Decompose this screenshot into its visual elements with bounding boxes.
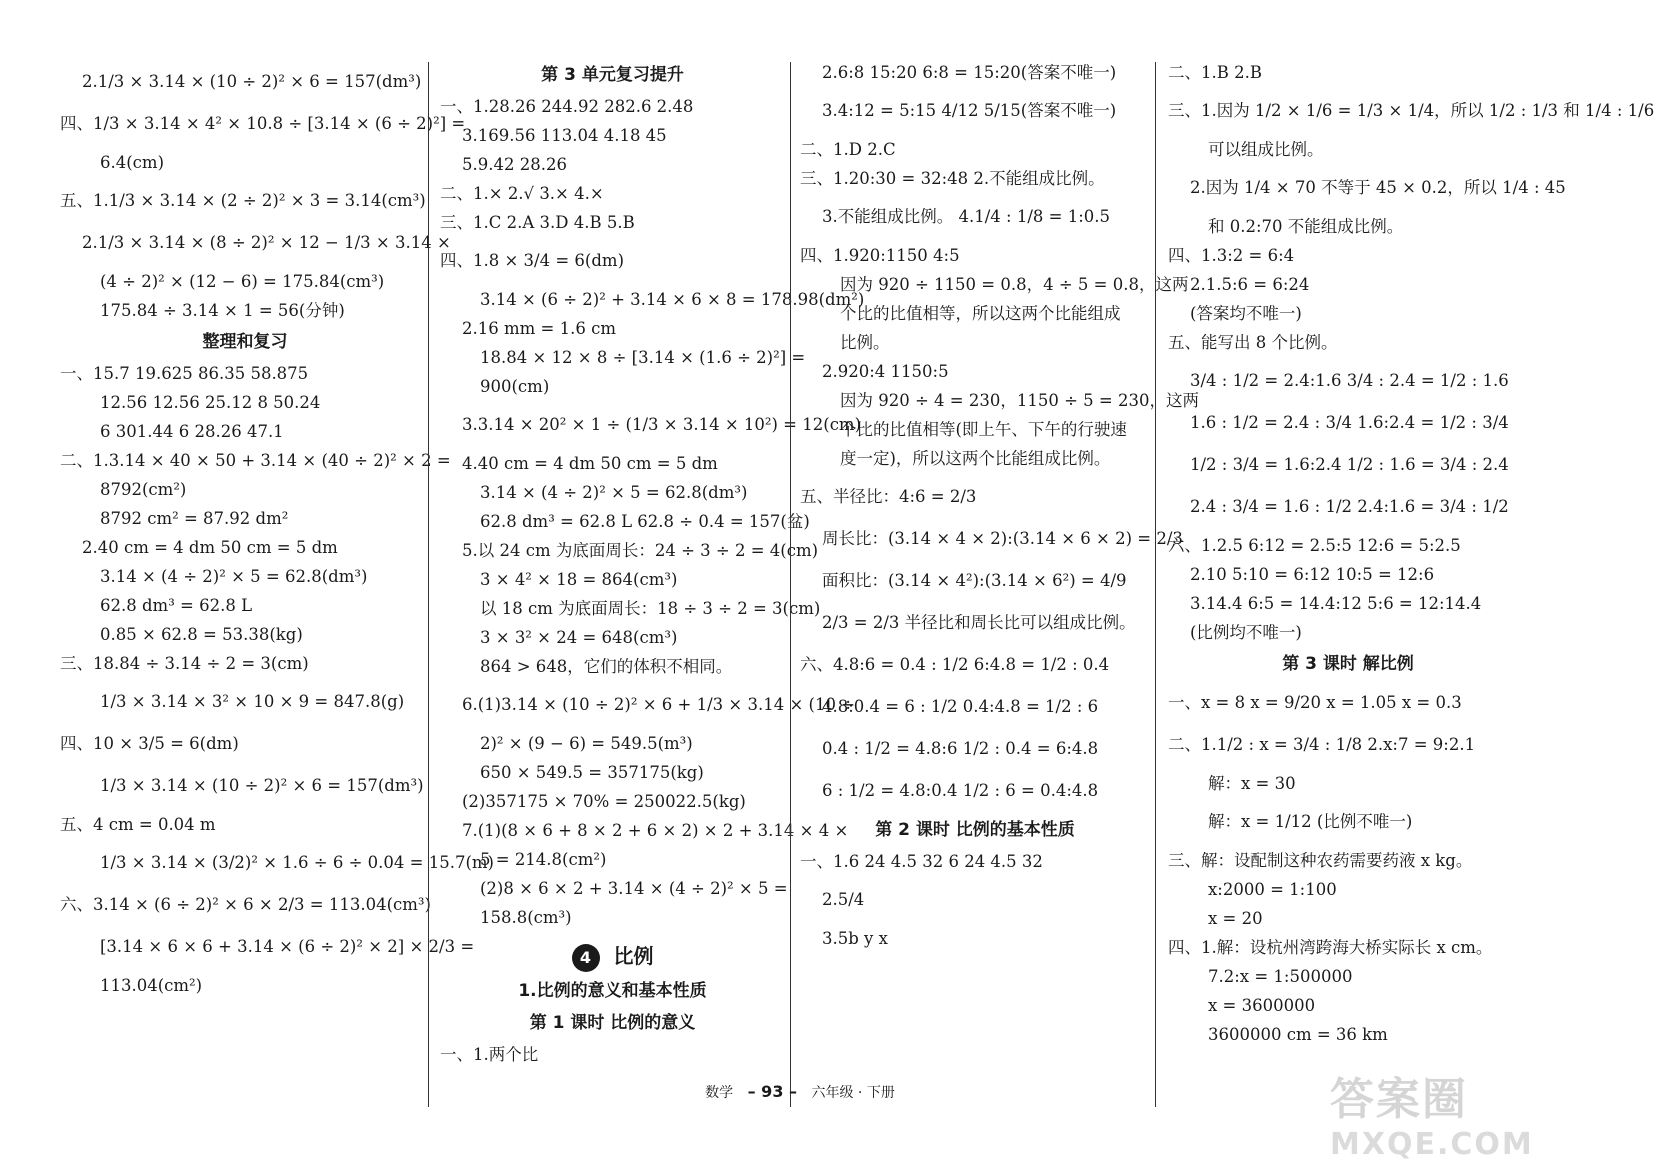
footer-subject: 数学 [705,1085,734,1101]
answer-line: 解：x = 30 [1208,774,1296,793]
answer-line: 四、1.解：设杭州湾跨海大桥实际长 x cm。 [1168,938,1493,957]
answer-line: 2.因为 1/4 × 70 不等于 45 × 0.2，所以 1/4 : 45 [1190,178,1566,197]
answer-line: 2)² × (9 − 6) = 549.5(m³) [480,734,693,753]
answer-line: (比例均不唯一) [1190,623,1302,642]
answer-line: 2.16 mm = 1.6 cm [462,319,616,338]
answer-line: 650 × 549.5 = 357175(kg) [480,763,704,782]
answer-line: 5.9.42 28.26 [462,155,567,174]
answer-line: 二、1.× 2.√ 3.× 4.× [440,184,604,203]
answer-line: 比例。 [840,333,890,352]
answer-line: 2.5/4 [822,890,865,909]
answer-line: 5.以 24 cm 为底面周长：24 ÷ 3 ÷ 2 = 4(cm) [462,541,819,560]
section-heading: 1.比例的意义和基本性质 [518,981,707,1001]
answer-line: 2.4 : 3/4 = 1.6 : 1/2 2.4:1.6 = 3/4 : 1/2 [1190,497,1509,516]
answer-line: 3.4:12 = 5:15 4/12 5/15(答案不唯一) [822,101,1117,120]
answer-line: 2.1/3 × 3.14 × (10 ÷ 2)² × 6 = 157(dm³) [82,72,422,91]
answer-line: 二、1.1/2 : x = 3/4 : 1/8 2.x:7 = 9:2.1 [1168,735,1476,754]
answer-line: 六、4.8:6 = 0.4 : 1/2 6:4.8 = 1/2 : 0.4 [800,655,1110,674]
answer-line: 1/2 : 3/4 = 1.6:2.4 1/2 : 1.6 = 3/4 : 2.4 [1190,455,1509,474]
answer-line: 3600000 cm = 36 km [1208,1025,1388,1044]
column-3 [800,58,1199,1098]
answer-line: 900(cm) [480,377,550,396]
answer-line: 1/3 × 3.14 × 3² × 10 × 9 = 847.8(g) [100,692,405,711]
answer-line: 以 18 cm 为底面周长：18 ÷ 3 ÷ 2 = 3(cm) [480,599,821,618]
answer-line: 6 : 1/2 = 4.8:0.4 1/2 : 6 = 0.4:4.8 [822,781,1099,800]
answer-line: 2.920:4 1150:5 [822,362,949,381]
section-heading: 第 3 单元复习提升 [541,65,684,85]
answer-line: 因为 920 ÷ 4 = 230，1150 ÷ 5 = 230，这两 [840,391,1199,410]
answer-line: 113.04(cm²) [100,976,203,995]
unit-heading [440,940,785,972]
answer-line: 四、1.920:1150 4:5 [800,246,960,265]
answer-line: 7.2:x = 1:500000 [1208,967,1353,986]
answer-line: 62.8 dm³ = 62.8 L 62.8 ÷ 0.4 = 157(盆) [480,512,810,531]
answer-line: 二、1.3.14 × 40 × 50 + 3.14 × (40 ÷ 2)² × 2 = [60,451,451,470]
answer-line: 面积比：(3.14 × 4²):(3.14 × 6²) = 4/9 [822,571,1127,590]
answer-line: 三、18.84 ÷ 3.14 ÷ 2 = 3(cm) [60,654,309,673]
answer-line: x:2000 = 1:100 [1208,880,1337,899]
section-heading: 第 1 课时 比例的意义 [529,1013,696,1033]
answer-line: 五、4 cm = 0.04 m [60,815,216,834]
answer-line: 0.4 : 1/2 = 4.8:6 1/2 : 0.4 = 6:4.8 [822,739,1099,758]
answer-line: [3.14 × 6 × 6 + 3.14 × (6 ÷ 2)² × 2] × 2/3 = [100,937,475,956]
section-heading: 整理和复习 [202,332,288,352]
answer-line: 3.169.56 113.04 4.18 45 [462,126,667,145]
answer-line: 五、1.1/3 × 3.14 × (2 ÷ 2)² × 3 = 3.14(cm³) [60,191,426,210]
answer-line: 2.1/3 × 3.14 × (8 ÷ 2)² × 12 − 1/3 × 3.14 × [82,233,451,252]
column-divider [428,62,429,1107]
answer-line: 158.8(cm³) [480,908,572,927]
answer-line: 4.8:0.4 = 6 : 1/2 0.4:4.8 = 1/2 : 6 [822,697,1099,716]
answer-line: 二、1.D 2.C [800,140,896,159]
answer-line: 一、1.6 24 4.5 32 6 24 4.5 32 [800,852,1043,871]
answer-line: 因为 920 ÷ 1150 = 0.8，4 ÷ 5 = 0.8，这两 [840,275,1189,294]
answer-line: 1.6 : 1/2 = 2.4 : 3/4 1.6:2.4 = 1/2 : 3/4 [1190,413,1509,432]
answer-line: 3/4 : 1/2 = 2.4:1.6 3/4 : 2.4 = 1/2 : 1.6 [1190,371,1509,390]
answer-line: 7.(1)(8 × 6 + 8 × 2 + 6 × 2) × 2 + 3.14 × 4 × [462,821,849,840]
watermark-title: 答案圈 [1330,1074,1468,1125]
answer-line: 2.40 cm = 4 dm 50 cm = 5 dm [82,538,338,557]
answer-line: 五、能写出 8 个比例。 [1168,333,1338,352]
answer-line: (4 ÷ 2)² × (12 − 6) = 175.84(cm³) [100,272,385,291]
answer-line: 3.14 × (4 ÷ 2)² × 5 = 62.8(dm³) [480,483,748,502]
answer-line: 6.4(cm) [100,153,165,172]
section-heading: 第 3 课时 解比例 [1282,654,1414,674]
footer-grade: 六年级 · 下册 [811,1085,895,1101]
watermark-url: MXQE.COM [1330,1127,1534,1162]
answer-line: 周长比：(3.14 × 4 × 2):(3.14 × 6 × 2) = 2/3 [822,529,1183,548]
answer-line: x = 20 [1208,909,1263,928]
answer-line: 一、1.28.26 244.92 282.6 2.48 [440,97,694,116]
answer-line: 六、1.2.5 6:12 = 2.5:5 12:6 = 5:2.5 [1168,536,1461,555]
answer-line: 一、15.7 19.625 86.35 58.875 [60,364,309,383]
answer-line: 四、10 × 3/5 = 6(dm) [60,734,239,753]
answer-line: 四、1/3 × 3.14 × 4² × 10.8 ÷ [3.14 × (6 ÷ 2)²] = [60,114,466,133]
answer-line: (答案均不唯一) [1190,304,1302,323]
answer-line: 0.85 × 62.8 = 53.38(kg) [100,625,303,644]
answer-line: 2.6:8 15:20 6:8 = 15:20(答案不唯一) [822,63,1117,82]
answer-line: 个比的比值相等(即上午、下午的行驶速 [840,420,1127,439]
answer-line: 3.14 × (6 ÷ 2)² + 3.14 × 6 × 8 = 178.98(dm²) [480,290,865,309]
answer-line: 3.14.4 6:5 = 14.4:12 5:6 = 12:14.4 [1190,594,1482,613]
answer-line: 18.84 × 12 × 8 ÷ [3.14 × (1.6 ÷ 2)²] = [480,348,806,367]
answer-line: 6 301.44 6 28.26 47.1 [100,422,284,441]
answer-line: 3.14 × (4 ÷ 2)² × 5 = 62.8(dm³) [100,567,368,586]
answer-line: 四、1.8 × 3/4 = 6(dm) [440,251,625,270]
answer-line: 1/3 × 3.14 × (3/2)² × 1.6 ÷ 6 ÷ 0.04 = 15.7(m) [100,853,494,872]
column-4 [1168,58,1654,1098]
answer-line: 六、3.14 × (6 ÷ 2)² × 6 × 2/3 = 113.04(cm³) [60,895,431,914]
section-heading: 第 2 课时 比例的基本性质 [875,820,1075,840]
answer-line: 三、1.C 2.A 3.D 4.B 5.B [440,213,635,232]
answer-line: 个比的比值相等，所以这两个比能组成 [840,304,1121,323]
answer-line: 2.1.5:6 = 6:24 [1190,275,1310,294]
unit-number-badge: 4 [572,944,600,972]
unit-title: 比例 [613,944,654,968]
page-number: – 93 – [747,1082,798,1101]
answer-line: 4.40 cm = 4 dm 50 cm = 5 dm [462,454,718,473]
answer-line: 3.5b y x [822,929,888,948]
answer-line: 四、1.3:2 = 6:4 [1168,246,1295,265]
column-divider [1155,62,1156,1107]
answer-line: 3 × 3² × 24 = 648(cm³) [480,628,678,647]
answer-line: 8792(cm²) [100,480,187,499]
answer-line: x = 3600000 [1208,996,1316,1015]
column-divider [790,62,791,1107]
answer-line: 一、x = 8 x = 9/20 x = 1.05 x = 0.3 [1168,693,1462,712]
watermark-logo [1330,1063,1560,1162]
answer-line: 三、1.因为 1/2 × 1/6 = 1/3 × 1/4，所以 1/2 : 1/3 和 1/4 : 1/6 [1168,101,1654,120]
answer-line: 12.56 12.56 25.12 8 50.24 [100,393,321,412]
answer-line: 3.3.14 × 20² × 1 ÷ (1/3 × 3.14 × 10²) = 12(cm) [462,415,862,434]
answer-line: 6.(1)3.14 × (10 ÷ 2)² × 6 + 1/3 × 3.14 × (10 ÷ [462,695,856,714]
answer-line: 864 > 648，它们的体积不相同。 [480,657,733,676]
answer-line: 解：x = 1/12 (比例不唯一) [1208,812,1413,831]
answer-line: 一、1.两个比 [440,1045,539,1064]
answer-line: 三、1.20:30 = 32:48 2.不能组成比例。 [800,169,1105,188]
answer-line: 2/3 = 2/3 半径比和周长比可以组成比例。 [822,613,1136,632]
answer-line: 和 0.2:70 不能组成比例。 [1208,217,1404,236]
answer-line: 二、1.B 2.B [1168,63,1262,82]
answer-line: 五、半径比：4:6 = 2/3 [800,487,977,506]
answer-line: 度一定)，所以这两个比能组成比例。 [840,449,1111,468]
answer-line: 62.8 dm³ = 62.8 L [100,596,253,615]
answer-line: 5 = 214.8(cm²) [480,850,607,869]
answer-line: 3 × 4² × 18 = 864(cm³) [480,570,678,589]
answer-line: 2.10 5:10 = 6:12 10:5 = 12:6 [1190,565,1435,584]
answer-line: 可以组成比例。 [1208,140,1324,159]
answer-line: (2)8 × 6 × 2 + 3.14 × (4 ÷ 2)² × 5 = [480,879,788,898]
answer-line: 三、解：设配制这种农药需要药液 x kg。 [1168,851,1473,870]
answer-line: (2)357175 × 70% = 250022.5(kg) [462,792,746,811]
answer-line: 1/3 × 3.14 × (10 ÷ 2)² × 6 = 157(dm³) [100,776,424,795]
answer-line: 3.不能组成比例。 4.1/4 : 1/8 = 1:0.5 [822,207,1111,226]
answer-line: 175.84 ÷ 3.14 × 1 = 56(分钟) [100,301,345,320]
answer-line: 8792 cm² = 87.92 dm² [100,509,289,528]
